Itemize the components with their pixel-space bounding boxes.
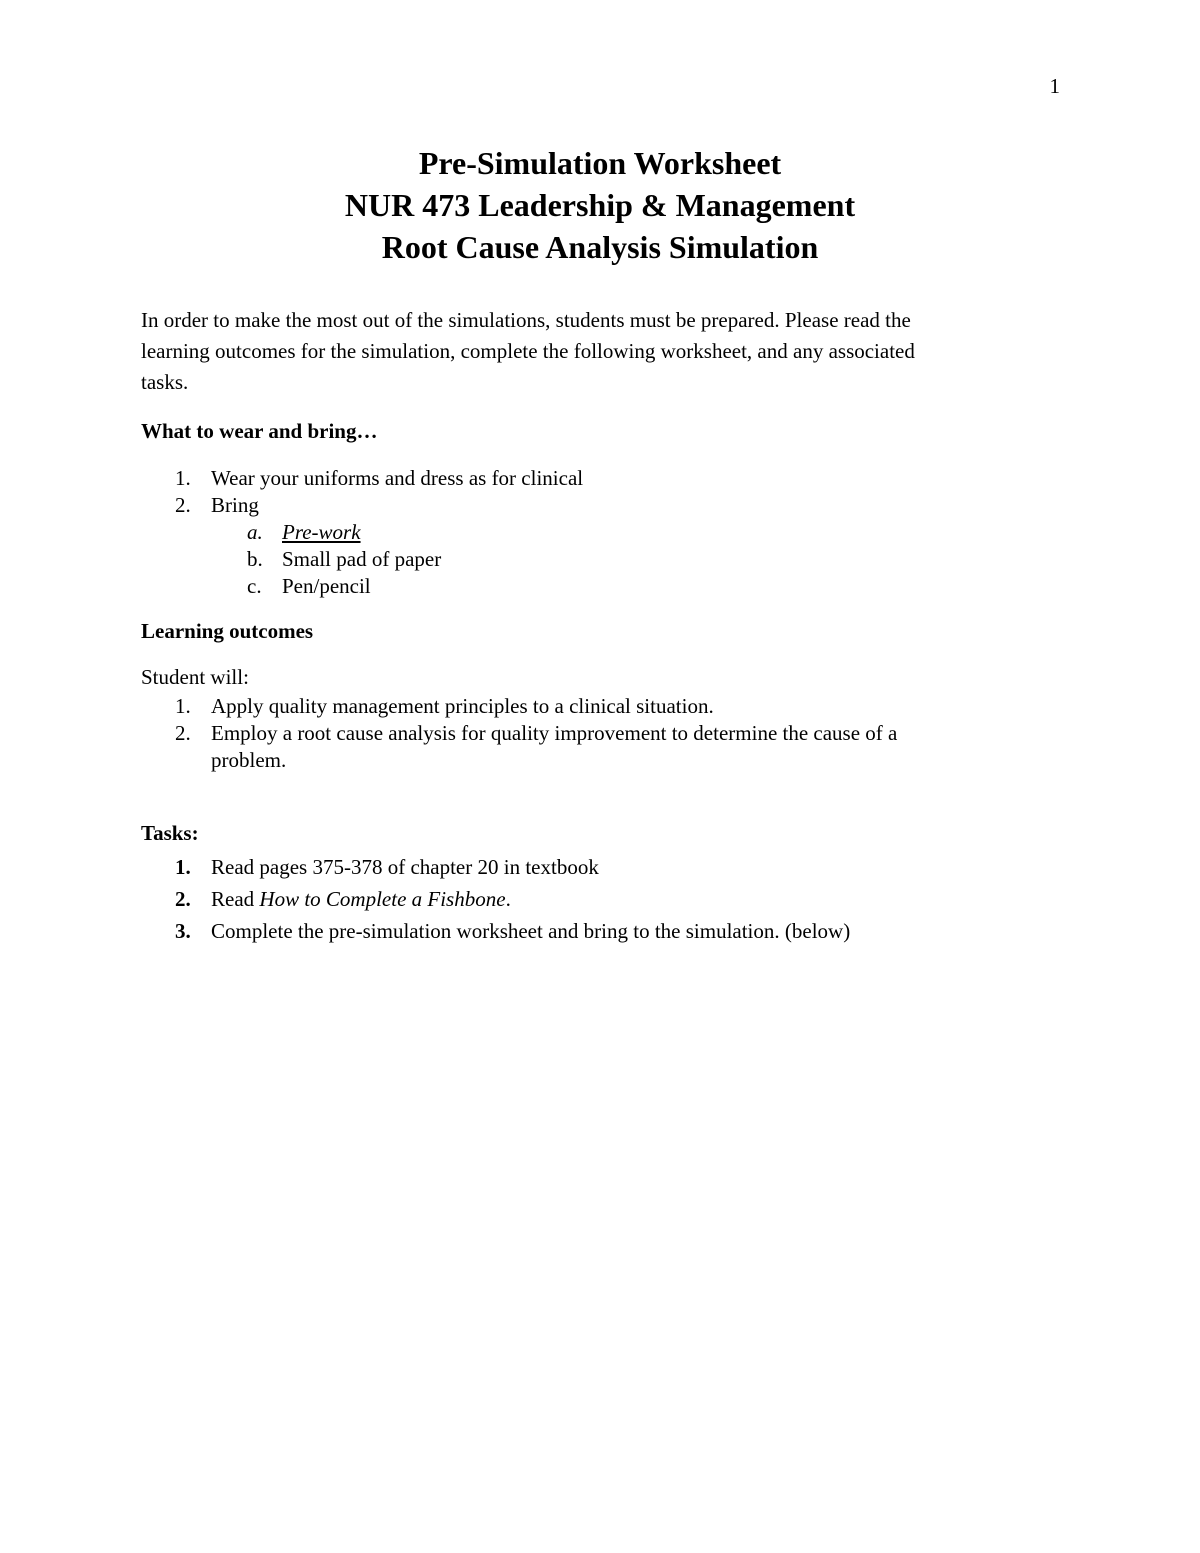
list-item <box>141 720 897 774</box>
outcomes-list <box>141 693 897 774</box>
list-item <box>141 915 850 947</box>
intro-paragraph <box>141 305 1021 398</box>
title-line-3: Root Cause Analysis Simulation <box>381 229 819 265</box>
list-item-text: Bring <box>211 493 259 517</box>
list-item <box>141 492 583 519</box>
list-number: 2. <box>175 721 191 745</box>
intro-line-1: In order to make the most out of the simulations, students must be prepared. Please read the <box>141 308 911 332</box>
list-number: 2. <box>175 887 191 911</box>
list-item <box>141 883 850 915</box>
list-number: 3. <box>175 919 191 943</box>
list-item-text: Wear your uniforms and dress as for clinical <box>211 466 584 490</box>
fishbone-title: How to Complete a Fishbone <box>259 887 506 911</box>
list-item-text-line-2: problem. <box>211 748 287 772</box>
sublist-item-text: Small pad of paper <box>282 547 442 571</box>
sublist-item-text: Pen/pencil <box>282 574 371 598</box>
outcomes-lead: Student will: <box>141 665 249 689</box>
list-item <box>141 693 897 720</box>
tasks-list <box>141 851 850 947</box>
page-number: 1 <box>1049 74 1060 98</box>
list-number: 1. <box>175 466 191 490</box>
title-line-2: NUR 473 Leadership & Management <box>344 187 856 223</box>
sublist-item <box>141 573 441 600</box>
sublist-letter: b. <box>247 547 263 571</box>
intro-line-3: tasks. <box>141 370 189 394</box>
learning-outcomes-heading: Learning outcomes <box>141 619 314 643</box>
sublist-letter: c. <box>247 574 262 598</box>
pre-work-link[interactable]: Pre-work <box>282 520 361 544</box>
sublist-item <box>141 546 441 573</box>
intro-line-2: learning outcomes for the simulation, complete the following worksheet, and any associated <box>141 339 915 363</box>
list-item-text: Complete the pre-simulation worksheet and bring to the simulation. (below) <box>211 919 851 943</box>
tasks-heading: Tasks: <box>141 821 199 845</box>
document-title <box>0 142 1200 268</box>
sublist-letter: a. <box>247 520 263 544</box>
list-number: 1. <box>175 855 191 879</box>
list-item <box>141 465 583 492</box>
list-number: 1. <box>175 694 191 718</box>
title-line-1: Pre-Simulation Worksheet <box>418 145 782 181</box>
list-item-text: Read pages 375-378 of chapter 20 in textbook <box>211 855 599 879</box>
sublist-item <box>141 519 441 546</box>
list-item <box>141 851 850 883</box>
list-item-prefix: Read <box>211 887 260 911</box>
bring-sublist <box>141 519 441 600</box>
wear-bring-heading: What to wear and bring… <box>141 419 378 443</box>
list-number: 2. <box>175 493 191 517</box>
list-item-suffix: . <box>505 887 511 911</box>
wear-bring-list <box>141 465 583 519</box>
document-body <box>141 305 1021 943</box>
list-item-text-line-1: Employ a root cause analysis for quality improvement to determine the cause of a <box>211 721 898 745</box>
list-item-text: Apply quality management principles to a clinical situation. <box>211 694 714 718</box>
